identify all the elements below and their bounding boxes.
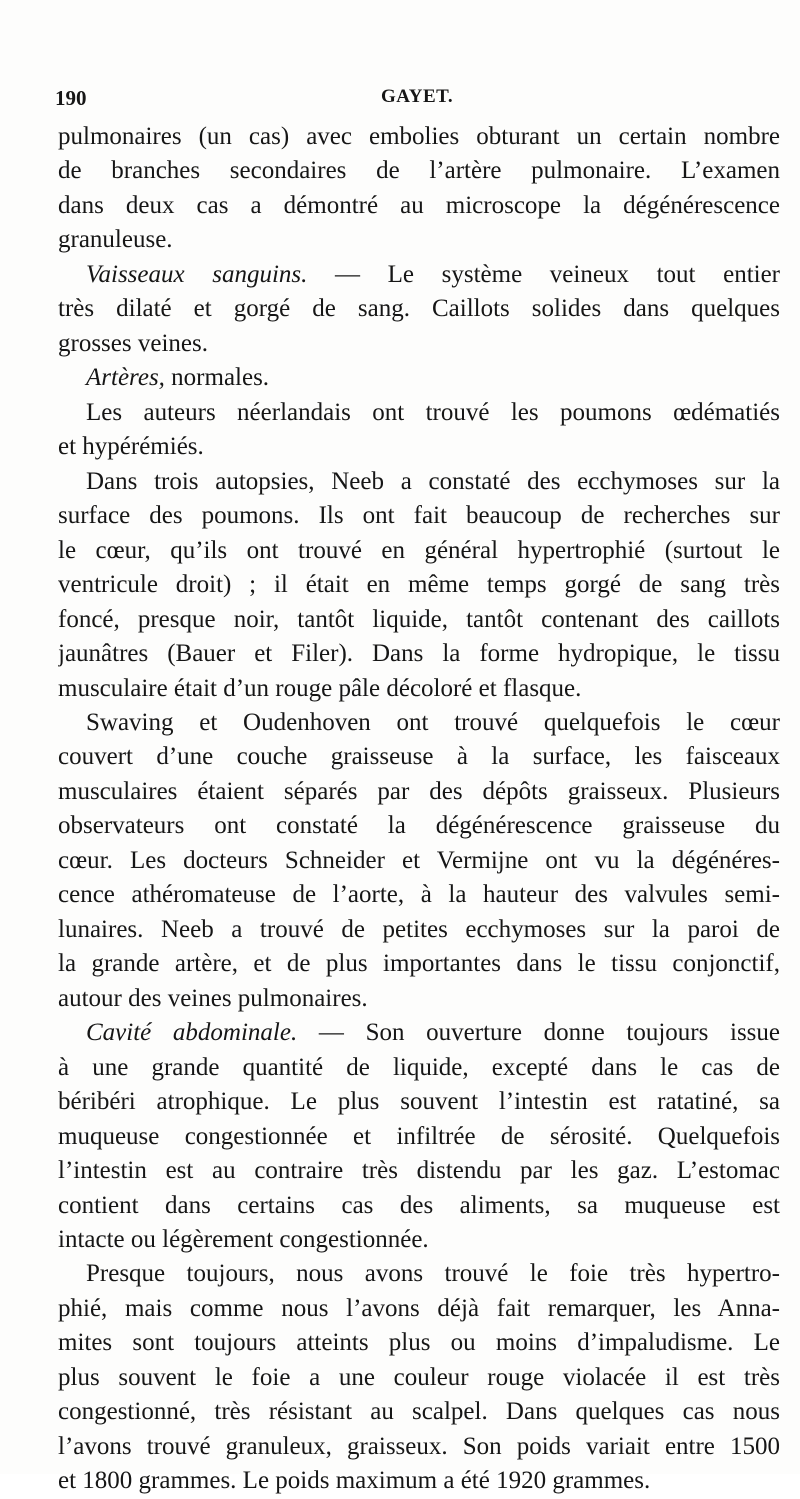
text-line: ventricule droit) ; il était en même temps gorgé de sang très <box>58 571 780 599</box>
text-line: le cœur, qu’ils ont trouvé en général hypertrophié (surtout le <box>58 536 780 564</box>
text-line: la grande artère, et de plus importantes dans le tissu conjonctif, <box>58 950 780 978</box>
text-line: de branches secondaires de l’artère pulmonaire. L’examen <box>58 157 780 185</box>
section-heading: Artères, <box>86 364 165 392</box>
text-line: à une grande quantité de liquide, excepté dans le cas de <box>58 1053 780 1081</box>
section-heading: Cavité abdominale. <box>86 1019 298 1047</box>
text-line: dans deux cas a démontré au microscope la dégénérescence <box>58 191 780 219</box>
section-heading: Vaisseaux sanguins. <box>86 260 308 288</box>
text-line: intacte ou légèrement congestionnée. <box>58 1226 429 1253</box>
text-line: cence athéromateuse de l’aorte, à la hauteur des valvules semi- <box>58 881 780 909</box>
text-line: plus souvent le foie a une couleur rouge violacée il est très <box>58 1363 780 1391</box>
page-number: 190 <box>55 86 87 110</box>
body-text <box>58 120 780 1499</box>
text-line: couvert d’une couche graisseuse à la surface, les faisceaux <box>58 743 780 771</box>
text-line: contient dans certains cas des aliments, sa muqueuse est <box>58 1191 780 1219</box>
text-line: pulmonaires (un cas) avec embolies obturant un certain nombre <box>58 123 780 150</box>
text-line: Les auteurs néerlandais ont trouvé les poumons œdématiés <box>86 398 780 426</box>
text-line-heading <box>58 1016 780 1050</box>
text-line: Dans trois autopsies, Neeb a constaté des ecchymoses sur la <box>86 467 780 495</box>
text-line: musculaire était d’un rouge pâle décoloré et flasque. <box>58 674 582 702</box>
text-line: lunaires. Neeb a trouvé de petites ecchymoses sur la paroi de <box>58 915 780 943</box>
section-heading-text: normales. <box>164 364 270 392</box>
text-line: Presque toujours, nous avons trouvé le foie très hypertro- <box>86 1260 780 1288</box>
text-line: l’avons trouvé granuleux, graisseux. Son poids variait entre 1500 <box>58 1432 780 1460</box>
running-head: GAYET. <box>381 86 454 107</box>
text-line: béribéri atrophique. Le plus souvent l’intestin est ratatiné, sa <box>58 1088 780 1116</box>
text-line: autour des veines pulmonaires. <box>58 984 368 1012</box>
section-heading-text: — Son ouverture donne toujours issue <box>297 1019 780 1047</box>
text-line: surface des poumons. Ils ont fait beaucoup de recherches sur <box>58 502 780 530</box>
text-line: granuleuse. <box>58 226 173 254</box>
text-line: grosses veines. <box>58 329 208 357</box>
text-line: et 1800 grammes. Le poids maximum a été 1920 grammes. <box>58 1467 651 1495</box>
text-line: l’intestin est au contraire très distendu par les gaz. L’estomac <box>58 1157 780 1185</box>
page-header <box>55 86 755 122</box>
text-line: congestionné, très résistant au scalpel. Dans quelques cas nous <box>58 1398 780 1426</box>
section-heading-text: — Le système veineux tout entier <box>307 260 780 288</box>
text-line: cœur. Les docteurs Schneider et Vermijne ont vu la dégénéres- <box>58 846 780 874</box>
text-line: observateurs ont constaté la dégénérescence graisseuse du <box>58 812 780 840</box>
text-line: mites sont toujours atteints plus ou moins d’impaludisme. Le <box>58 1329 780 1357</box>
text-line: et hypérémiés. <box>58 433 204 461</box>
text-line: musculaires étaient séparés par des dépôts graisseux. Plusieurs <box>58 777 780 805</box>
text-line: foncé, presque noir, tantôt liquide, tantôt contenant des caillots <box>58 605 780 633</box>
text-line: Swaving et Oudenhoven ont trouvé quelquefois le cœur <box>86 708 780 736</box>
text-line-heading <box>58 258 780 292</box>
text-line: très dilaté et gorgé de sang. Caillots solides dans quelques <box>58 295 780 323</box>
text-line: jaunâtres (Bauer et Filer). Dans la forme hydropique, le tissu <box>58 640 780 668</box>
text-line: phié, mais comme nous l’avons déjà fait remarquer, les Anna- <box>58 1294 780 1322</box>
text-line-heading <box>58 361 780 395</box>
text-line: muqueuse congestionnée et infiltrée de sérosité. Quelquefois <box>58 1122 780 1150</box>
